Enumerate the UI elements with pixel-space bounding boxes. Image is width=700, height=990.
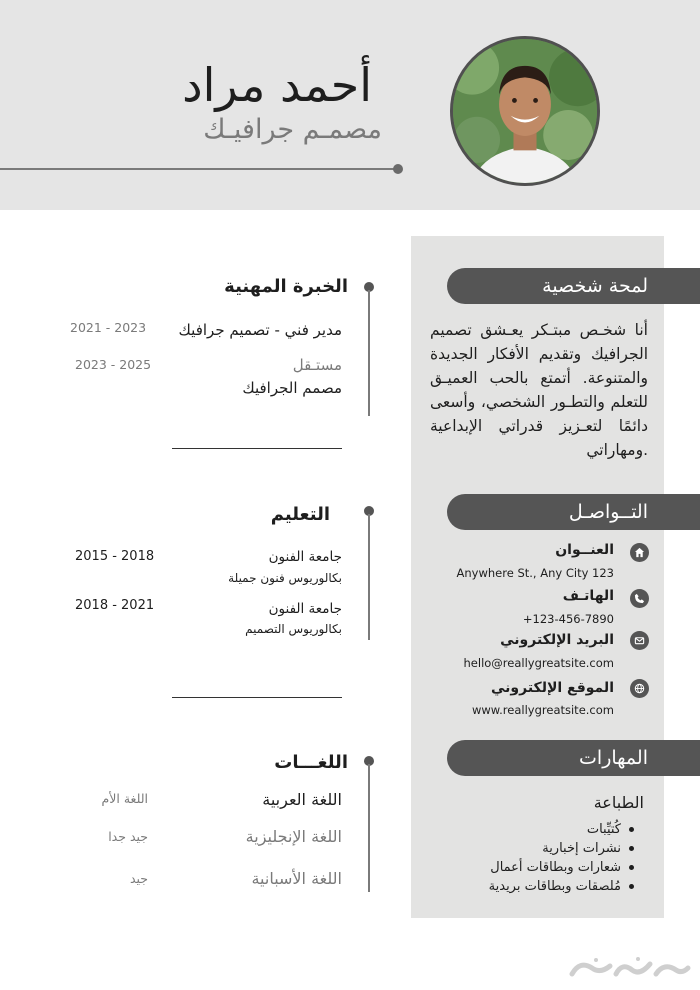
- section-divider: [172, 697, 342, 698]
- language-level-3: جيد: [129, 871, 148, 886]
- contact-heading: التــواصـل: [447, 494, 700, 530]
- email-value[interactable]: hello@reallygreatsite.com: [463, 656, 614, 670]
- mail-icon: [630, 631, 649, 650]
- languages-timeline: [368, 764, 370, 892]
- language-name-1: اللغة العربية: [262, 790, 342, 809]
- language-name-2: اللغة الإنجليزية: [245, 827, 342, 846]
- list-item: مُلصقات وبطاقات بريدية: [489, 877, 644, 896]
- languages-heading: اللغـــات: [274, 752, 348, 773]
- skills-subheading: الطباعة: [593, 793, 644, 812]
- home-icon: [630, 543, 649, 562]
- language-level-1: اللغة الأم: [101, 791, 148, 806]
- website-label: الموقع الإلكتروني: [491, 680, 614, 696]
- education-school-1: جامعة الفنون: [268, 549, 342, 565]
- experience-org-2: مصمم الجرافيك: [242, 379, 342, 397]
- skills-heading: المهارات: [447, 740, 700, 776]
- job-title: مصمـم جرافيـك: [203, 114, 382, 145]
- experience-heading: الخبرة المهنية: [224, 276, 348, 297]
- phone-label: الهاتـف: [562, 588, 614, 604]
- education-degree-1: بكالوريوس فنون جميلة: [228, 571, 342, 585]
- person-name: أحمد مراد: [182, 58, 372, 112]
- portrait-image: [453, 39, 597, 183]
- list-item: نشرات إخبارية: [489, 839, 644, 858]
- profile-photo: [450, 36, 600, 186]
- website-value[interactable]: www.reallygreatsite.com: [471, 703, 614, 717]
- education-period-2: 2018 - 2021: [75, 598, 155, 613]
- experience-role-2: مستـقل: [292, 356, 342, 374]
- language-level-2: جيد جدا: [108, 829, 148, 844]
- about-text: أنا شخـص مبتـكر يعـشق تصميم الجرافيك وتقديم الأفكار الجديدة والمتنوعة. أتمتع بالحب العميـق للتعلم والتطـور الشخصي، وأسعى دائمًا لتعـزيز قدراتي الإبداعية ومهاراتي.: [430, 321, 648, 459]
- education-heading: التعليم: [270, 504, 330, 525]
- skills-list: [489, 820, 644, 896]
- about-heading: لمحة شخصية: [447, 268, 700, 304]
- education-period-1: 2015 - 2018: [75, 549, 155, 564]
- education-degree-2: بكالوريوس التصميم: [245, 622, 342, 636]
- address-label: العنــوان: [555, 542, 614, 558]
- globe-icon: [630, 679, 649, 698]
- education-timeline: [368, 514, 370, 640]
- experience-period-2: 2023 - 2025: [75, 357, 152, 372]
- experience-period-1: 2021 - 2023: [70, 320, 147, 335]
- email-label: البريد الإلكتروني: [500, 632, 614, 648]
- phone-icon: [630, 589, 649, 608]
- phone-value[interactable]: +123-456-7890: [522, 612, 614, 626]
- experience-timeline: [368, 290, 370, 416]
- experience-role-1: مدير فني - تصميم جرافيك: [178, 321, 342, 339]
- address-value: Anywhere St., Any City 123: [456, 566, 614, 580]
- site-watermark-logo: [566, 954, 692, 982]
- list-item: كُتيِّبات: [489, 820, 644, 839]
- list-item: شعارات وبطاقات أعمال: [489, 858, 644, 877]
- header-divider-dot: [393, 164, 403, 174]
- language-name-3: اللغة الأسبانية: [251, 869, 342, 888]
- section-divider: [172, 448, 342, 449]
- header-divider: [0, 168, 398, 170]
- education-school-2: جامعة الفنون: [268, 601, 342, 617]
